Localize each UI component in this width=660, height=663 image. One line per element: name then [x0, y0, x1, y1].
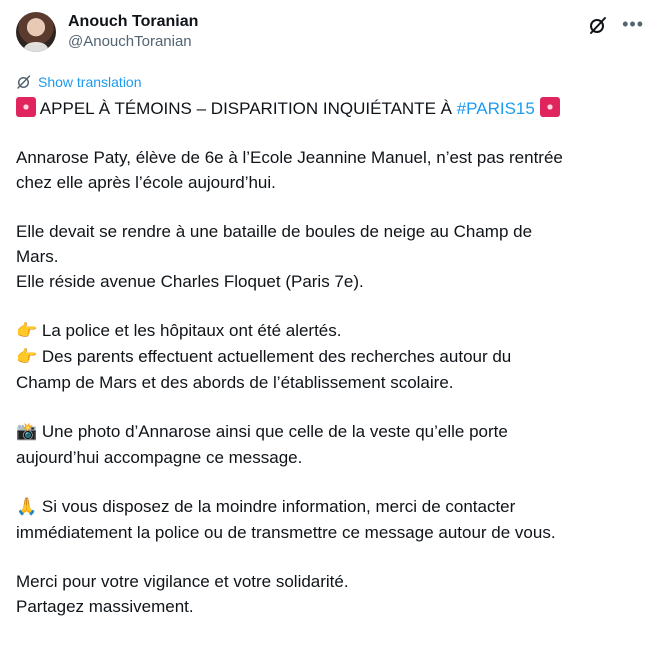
- pointing-hand-icon: 👉: [16, 347, 38, 367]
- tweet-text: [16, 96, 648, 619]
- top-actions: [588, 14, 644, 35]
- author-handle[interactable]: @AnouchToranian: [68, 33, 192, 50]
- show-translation-link[interactable]: [16, 72, 142, 92]
- pointing-hand-icon: 👉: [16, 321, 38, 341]
- photo-line: [16, 419, 648, 445]
- paragraph-line: immédiatement la police ou de transmettre ce message autour de vous.: [16, 523, 556, 542]
- paragraph-line: Elle réside avenue Charles Floquet (Paris 7e).: [16, 272, 364, 291]
- paragraph-line: Annarose Paty, élève de 6e à l’Ecole Jeannine Manuel, n’est pas rentrée: [16, 148, 563, 167]
- paragraph-line: aujourd’hui accompagne ce message.: [16, 448, 303, 467]
- avatar[interactable]: [16, 12, 56, 52]
- tweet-title: [16, 96, 648, 121]
- title-text: APPEL À TÉMOINS – DISPARITION INQUIÉTANTE À: [39, 99, 457, 118]
- folded-hands-icon: 🙏: [16, 497, 38, 517]
- author-names: [68, 12, 198, 52]
- bullet-line: [16, 318, 648, 344]
- paragraph-line: Mars.: [16, 247, 59, 266]
- camera-flash-icon: 📸: [16, 422, 38, 442]
- author-display-name[interactable]: Anouch Toranian: [68, 13, 199, 30]
- photo-text: Une photo d’Annarose ainsi que celle de la veste qu’elle porte: [41, 422, 508, 441]
- more-icon[interactable]: •••: [622, 14, 644, 34]
- translate-icon: [16, 74, 32, 90]
- info-text: Si vous disposez de la moindre information, merci de contacter: [41, 497, 516, 516]
- show-translation-label[interactable]: Show translation: [38, 74, 142, 90]
- siren-emoji-icon: [540, 97, 560, 117]
- paragraph-line: Champ de Mars et des abords de l’établissement scolaire.: [16, 373, 454, 392]
- paragraph-line: Elle devait se rendre à une bataille de boules de neige au Champ de: [16, 222, 533, 241]
- info-line: [16, 494, 648, 520]
- siren-emoji-icon: [16, 97, 36, 117]
- paragraph-line: chez elle après l’école aujourd’hui.: [16, 173, 276, 192]
- paragraph-line: Partagez massivement.: [16, 597, 194, 616]
- grok-icon[interactable]: [588, 15, 608, 35]
- bullet-text: Des parents effectuent actuellement des recherches autour du: [41, 347, 512, 366]
- hashtag-link[interactable]: #PARIS15: [456, 99, 535, 118]
- bullet-line: [16, 344, 648, 370]
- bullet-text: La police et les hôpitaux ont été alertés.: [41, 321, 342, 340]
- tweet-header: [16, 8, 644, 56]
- paragraph-line: Merci pour votre vigilance et votre solidarité.: [16, 572, 349, 591]
